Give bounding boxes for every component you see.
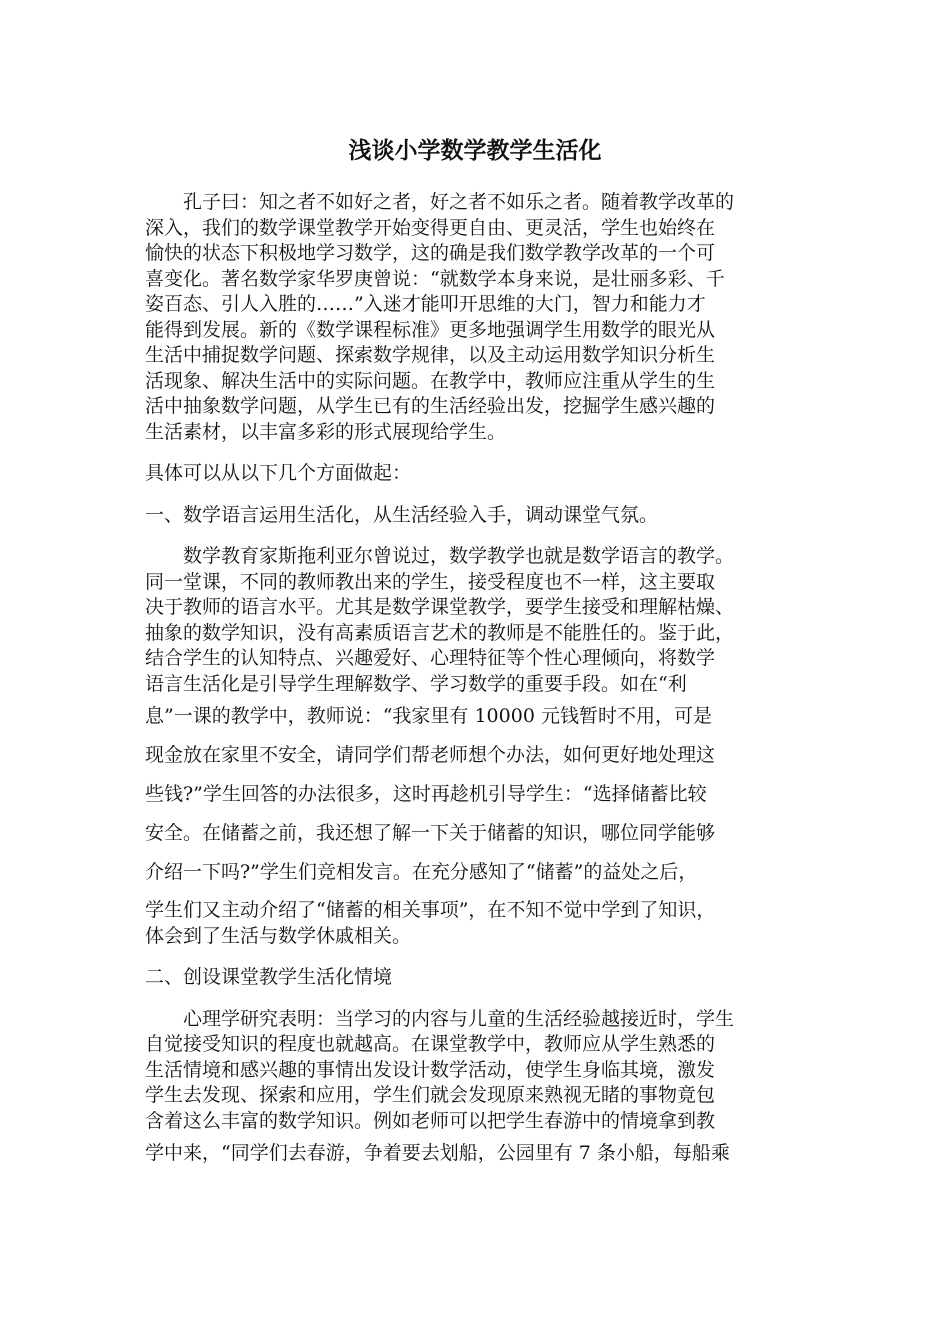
- document-title: 浅谈小学数学教学生活化: [348, 138, 602, 164]
- text-line: 活中抽象数学问题，从学生已有的生活经验出发，挖掘学生感兴趣的: [145, 395, 716, 417]
- text-line: 喜变化。著名数学家华罗庚曾说：“就数学本身来说，是壮丽多彩、千: [145, 267, 725, 290]
- text-line: 同一堂课，不同的教师教出来的学生，接受程度也不一样，这主要取: [145, 570, 716, 593]
- text-line: 心理学研究表明：当学习的内容与儿童的生活经验越接近时，学生: [183, 1007, 735, 1030]
- text-line: 决于教师的语言水平。尤其是数学课堂教学，要学生接受和理解枯燥、: [145, 596, 735, 618]
- text-line: 安全。在储蓄之前，我还想了解一下关于储蓄的知识，哪位同学能够: [145, 822, 716, 844]
- text-line: 一、数学语言运用生活化，从生活经验入手，调动课堂气氛。: [145, 503, 659, 526]
- text-line: 孔子曰：知之者不如好之者，好之者不如乐之者。随着教学改革的: [183, 191, 735, 213]
- section-1-paragraph-c: [145, 898, 809, 949]
- text-line: 抽象的数学知识，没有高素质语言艺术的教师是不能胜任的。鉴于此，: [145, 621, 735, 644]
- section-1-paragraph-b: [145, 697, 809, 892]
- text-line: 生活素材，以丰富多彩的形式展现给学生。: [145, 420, 507, 443]
- text-line: 学生去发现、探索和应用，学生们就会发现原来熟视无睹的事物竟包: [145, 1084, 716, 1106]
- text-line: 含着这么丰富的数学知识。例如老师可以把学生春游中的情境拿到教: [145, 1109, 716, 1132]
- text-line: 语言生活化是引导学生理解数学、学习数学的重要手段。如在“利: [145, 672, 687, 695]
- text-line: 些钱?”学生回答的办法很多，这时再趁机引导学生：“选择储蓄比较: [145, 783, 707, 805]
- section-2-paragraph-b: [145, 1134, 809, 1173]
- document-body: [145, 190, 809, 1173]
- section-1-paragraph-a: [145, 544, 809, 697]
- text-line: 自觉接受知识的程度也就越高。在课堂教学中，教师应从学生熟悉的: [145, 1033, 716, 1055]
- section-2-paragraph-a: [145, 1007, 809, 1135]
- text-line: 能得到发展。新的《数学课程标准》更多地强调学生用数学的眼光从: [145, 318, 716, 341]
- text-line: 息”一课的教学中，教师说：“我家里有 10000 元钱暂时不用，可是: [145, 705, 712, 727]
- text-line: 姿百态、引人入胜的……”入迷才能叩开思维的大门，智力和能力才: [145, 293, 706, 315]
- text-line: 深入，我们的数学课堂教学开始变得更自由、更灵活，学生也始终在: [145, 216, 716, 239]
- intro-paragraph: [145, 190, 809, 445]
- text-line: 生活情境和感兴趣的事情出发设计数学活动，使学生身临其境，激发: [145, 1058, 716, 1081]
- text-line: 数学教育家斯拖利亚尔曾说过，数学教学也就是数学语言的教学。: [183, 545, 735, 567]
- text-line: 现金放在家里不安全，请同学们帮老师想个办法，如何更好地处理这: [145, 744, 716, 766]
- text-line: 体会到了生活与数学休戚相关。: [145, 924, 412, 947]
- text-line: 具体可以从以下几个方面做起：: [145, 462, 412, 484]
- section-heading-1: [145, 503, 809, 529]
- text-line: 活现象、解决生活中的实际问题。在教学中，教师应注重从学生的生: [145, 369, 716, 392]
- text-line: 结合学生的认知特点、兴趣爱好、心理特征等个性心理倾向，将数学: [145, 647, 716, 669]
- text-line: 学中来，“同学们去春游，争着要去划船，公园里有 7 条小船，每船乘: [145, 1142, 730, 1164]
- text-line: 介绍一下吗?”学生们竞相发言。在充分感知了“储蓄”的益处之后，: [145, 861, 698, 883]
- text-line: 生活中捕捉数学问题、探索数学规律，以及主动运用数学知识分析生: [145, 344, 716, 366]
- text-line: 二、创设课堂教学生活化情境: [145, 966, 393, 988]
- section-heading-2: [145, 965, 809, 991]
- lead-paragraph: [145, 461, 809, 487]
- text-line: 学生们又主动介绍了“储蓄的相关事项”，在不知不觉中学到了知识，: [145, 899, 716, 921]
- text-line: 愉快的状态下积极地学习数学，这的确是我们数学教学改革的一个可: [145, 242, 716, 264]
